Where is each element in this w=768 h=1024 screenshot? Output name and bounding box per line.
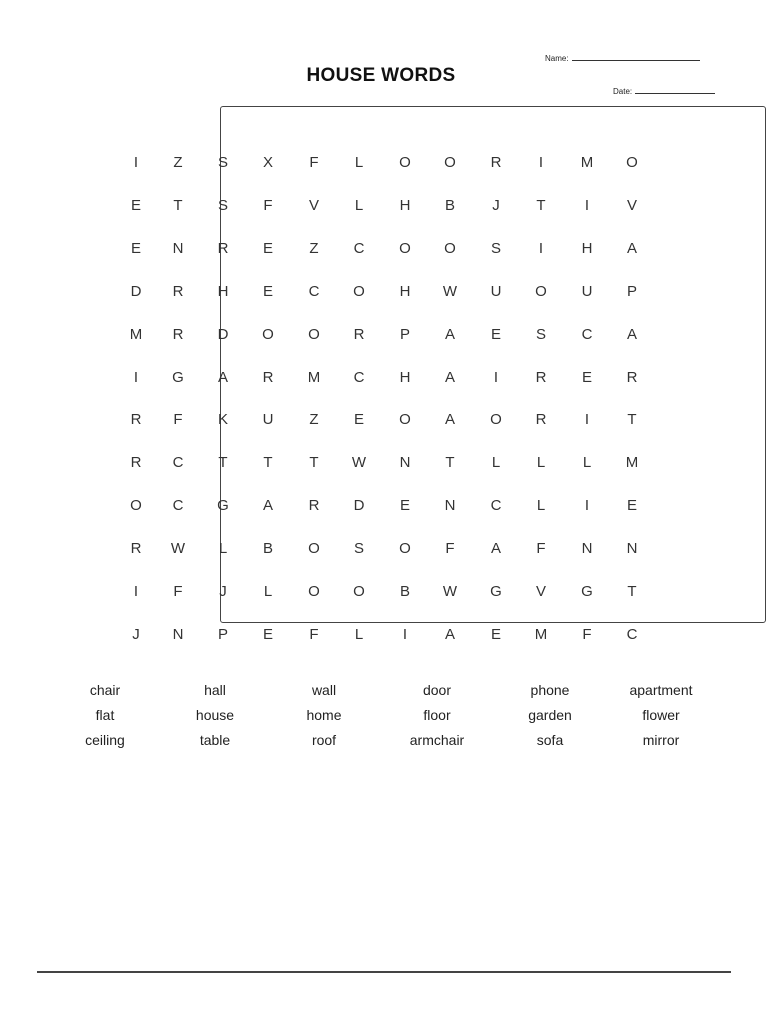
grid-letter[interactable]: E <box>262 282 273 300</box>
grid-letter[interactable]: A <box>444 368 455 386</box>
grid-letter[interactable]: T <box>173 196 183 214</box>
grid-letter[interactable]: A <box>444 625 455 643</box>
grid-letter[interactable]: C <box>353 239 365 257</box>
word-list-item: armchair <box>409 732 465 748</box>
date-blank[interactable] <box>635 85 715 94</box>
grid-letter[interactable]: S <box>353 540 364 558</box>
word-list-item: wall <box>311 682 337 698</box>
grid-letter[interactable]: A <box>626 325 637 343</box>
grid-letter[interactable]: T <box>309 454 319 472</box>
grid-letter[interactable]: R <box>626 368 638 386</box>
grid-letter[interactable]: C <box>308 282 320 300</box>
grid-letter[interactable]: B <box>262 540 273 558</box>
word-list-item: table <box>199 732 231 748</box>
grid-letter[interactable]: P <box>217 625 228 643</box>
grid-letter[interactable]: A <box>444 325 455 343</box>
grid-letter[interactable]: C <box>172 497 184 515</box>
grid-letter[interactable]: N <box>444 497 456 515</box>
grid-letter[interactable]: D <box>353 497 365 515</box>
grid-letter[interactable]: R <box>172 282 184 300</box>
grid-letter[interactable]: C <box>353 368 365 386</box>
grid-letter[interactable]: F <box>263 196 273 214</box>
word-list-item: home <box>306 707 342 723</box>
grid-letter[interactable]: R <box>490 154 502 171</box>
grid-letter[interactable]: M <box>580 154 594 171</box>
grid-letter[interactable]: W <box>351 454 367 472</box>
grid-letter[interactable]: E <box>490 325 501 343</box>
grid-letter[interactable]: I <box>133 368 139 386</box>
grid-letter[interactable]: O <box>353 282 365 300</box>
grid-letter[interactable]: O <box>353 583 365 600</box>
grid-letter[interactable]: W <box>170 540 186 558</box>
grid-letter[interactable]: M <box>625 454 639 472</box>
grid-letter[interactable]: V <box>626 196 637 214</box>
grid-letter[interactable]: N <box>172 239 184 257</box>
grid-letter[interactable]: D <box>217 325 229 343</box>
grid-letter[interactable]: V <box>308 196 319 214</box>
word-list-item: floor <box>423 707 451 723</box>
grid-letter[interactable]: G <box>217 497 229 515</box>
word-list-item: apartment <box>629 682 693 698</box>
word-list-item: house <box>195 707 235 723</box>
grid-letter[interactable]: Z <box>309 411 319 429</box>
grid-letter[interactable]: O <box>308 325 320 343</box>
grid-letter[interactable]: C <box>581 325 593 343</box>
grid-letter[interactable]: H <box>217 282 229 300</box>
grid-letter[interactable]: U <box>581 282 593 300</box>
grid-letter[interactable]: J <box>132 625 140 643</box>
grid-letter[interactable]: E <box>399 497 410 515</box>
grid-letter[interactable]: K <box>217 411 228 429</box>
grid-letter[interactable]: N <box>581 540 593 558</box>
grid-letter[interactable]: L <box>582 454 592 472</box>
word-list-item: chair <box>89 682 121 698</box>
word-list-item: flower <box>642 707 680 723</box>
bottom-divider <box>37 971 731 973</box>
grid-letter[interactable]: I <box>402 625 408 643</box>
grid-letter[interactable]: F <box>173 411 183 429</box>
grid-letter[interactable]: E <box>262 239 273 257</box>
page-title: HOUSE WORDS <box>306 65 456 86</box>
grid-letter[interactable]: T <box>263 454 273 472</box>
grid-letter[interactable]: H <box>399 282 411 300</box>
grid-letter[interactable]: G <box>490 583 502 600</box>
grid-letter[interactable]: O <box>130 497 142 515</box>
grid-letter[interactable]: I <box>538 239 544 257</box>
grid-letter[interactable]: I <box>133 154 139 171</box>
grid-letter[interactable]: I <box>584 411 590 429</box>
grid-letter[interactable]: P <box>399 325 410 343</box>
grid-letter[interactable]: A <box>262 497 273 515</box>
grid-letter[interactable]: R <box>262 368 274 386</box>
grid-letter[interactable]: O <box>399 411 411 429</box>
grid-letter[interactable]: M <box>534 625 548 643</box>
grid-letter[interactable]: R <box>130 454 142 472</box>
grid-letter[interactable]: N <box>626 540 638 558</box>
grid-letter[interactable]: L <box>536 454 546 472</box>
grid-letter[interactable]: P <box>626 282 637 300</box>
grid-letter[interactable]: M <box>307 368 321 386</box>
grid-letter[interactable]: F <box>445 540 455 558</box>
grid-letter[interactable]: O <box>444 154 456 171</box>
grid-letter[interactable]: A <box>626 239 637 257</box>
grid-letter[interactable]: B <box>399 583 410 600</box>
grid-letter[interactable]: L <box>491 454 501 472</box>
grid-letter[interactable]: E <box>490 625 501 643</box>
grid-letter[interactable]: A <box>490 540 501 558</box>
grid-letter[interactable]: E <box>353 411 364 429</box>
grid-letter[interactable]: B <box>444 196 455 214</box>
grid-letter[interactable]: O <box>399 540 411 558</box>
date-label: Date: <box>613 87 633 96</box>
grid-letter[interactable]: O <box>399 154 411 171</box>
grid-letter[interactable]: D <box>130 282 142 300</box>
grid-letter[interactable]: L <box>354 196 364 214</box>
grid-letter[interactable]: Z <box>309 239 319 257</box>
grid-letter[interactable]: O <box>262 325 274 343</box>
grid-letter[interactable]: L <box>218 540 228 558</box>
grid-letter[interactable]: G <box>581 583 593 600</box>
grid-letter[interactable]: J <box>219 583 227 600</box>
grid-letter[interactable]: M <box>129 325 143 343</box>
grid-letter[interactable]: E <box>626 497 637 515</box>
grid-letter[interactable]: E <box>581 368 592 386</box>
grid-letter[interactable]: R <box>353 325 365 343</box>
grid-letter[interactable]: R <box>535 368 547 386</box>
grid-letter[interactable]: O <box>535 282 547 300</box>
grid-letter[interactable]: C <box>490 497 502 515</box>
grid-letter[interactable]: C <box>626 625 638 643</box>
grid-letter[interactable]: Z <box>173 154 183 171</box>
grid-letter[interactable]: S <box>217 154 228 171</box>
grid-letter[interactable]: W <box>442 583 458 600</box>
name-label: Name: <box>545 54 569 63</box>
grid-letter[interactable]: E <box>130 239 141 257</box>
grid-letter[interactable]: O <box>490 411 502 429</box>
grid-letter[interactable]: J <box>492 196 500 214</box>
grid-letter[interactable]: W <box>442 282 458 300</box>
grid-letter[interactable]: R <box>308 497 320 515</box>
grid-letter[interactable]: L <box>354 154 364 171</box>
grid-letter[interactable]: I <box>584 196 590 214</box>
grid-letter[interactable]: V <box>535 583 546 600</box>
grid-letter[interactable]: O <box>444 239 456 257</box>
grid-letter[interactable]: O <box>399 239 411 257</box>
grid-letter[interactable]: T <box>627 411 637 429</box>
date-field[interactable] <box>613 85 715 96</box>
grid-letter[interactable]: G <box>172 368 184 386</box>
word-list-item: hall <box>204 682 226 698</box>
name-blank[interactable] <box>572 52 700 61</box>
word-list-item: garden <box>528 707 572 723</box>
grid-letter[interactable]: F <box>173 583 183 600</box>
grid-letter[interactable]: N <box>172 625 184 643</box>
grid-letter[interactable]: C <box>172 454 184 472</box>
grid-letter[interactable]: N <box>399 454 411 472</box>
grid-letter[interactable]: S <box>217 196 228 214</box>
word-list-item: mirror <box>642 732 680 748</box>
grid-letter[interactable]: S <box>490 239 501 257</box>
grid-letter[interactable]: L <box>263 583 273 600</box>
word-list-item: ceiling <box>85 732 125 748</box>
grid-letter[interactable]: O <box>308 583 320 600</box>
grid-letter[interactable]: L <box>354 625 364 643</box>
grid-letter[interactable]: I <box>538 154 544 171</box>
word-list-item: roof <box>311 732 337 748</box>
grid-letter[interactable]: X <box>262 154 273 171</box>
grid-letter[interactable]: H <box>399 368 411 386</box>
grid-letter[interactable]: F <box>536 540 546 558</box>
grid-letter[interactable]: T <box>218 454 228 472</box>
grid-letter[interactable]: R <box>130 411 142 429</box>
grid-letter[interactable]: S <box>535 325 546 343</box>
grid-letter[interactable]: E <box>130 196 141 214</box>
grid-letter[interactable]: L <box>536 497 546 515</box>
grid-letter[interactable]: I <box>133 583 139 600</box>
name-field[interactable] <box>545 52 700 63</box>
grid-letter[interactable]: O <box>308 540 320 558</box>
word-list-item: phone <box>530 682 570 698</box>
grid-letter[interactable]: T <box>536 196 546 214</box>
grid-letter[interactable]: E <box>262 625 273 643</box>
grid-letter[interactable]: R <box>217 239 229 257</box>
word-list-item: flat <box>95 707 115 723</box>
grid-letter[interactable]: U <box>262 411 274 429</box>
grid-letter[interactable]: F <box>309 625 319 643</box>
grid-letter[interactable]: F <box>309 154 319 171</box>
grid-letter[interactable]: R <box>535 411 547 429</box>
word-list-item: door <box>422 682 452 698</box>
grid-letter[interactable]: I <box>584 497 590 515</box>
grid-letter[interactable]: R <box>130 540 142 558</box>
grid-letter[interactable]: R <box>172 325 184 343</box>
grid-letter[interactable]: T <box>627 583 637 600</box>
grid-letter[interactable]: F <box>582 625 592 643</box>
grid-letter[interactable]: H <box>581 239 593 257</box>
grid-letter[interactable]: A <box>217 368 228 386</box>
grid-letter[interactable]: T <box>445 454 455 472</box>
grid-letter[interactable]: O <box>626 154 638 171</box>
grid-letter[interactable]: H <box>399 196 411 214</box>
grid-letter[interactable]: A <box>444 411 455 429</box>
grid-letter[interactable]: I <box>493 368 499 386</box>
word-list-item: sofa <box>536 732 564 748</box>
grid-letter[interactable]: U <box>490 282 502 300</box>
